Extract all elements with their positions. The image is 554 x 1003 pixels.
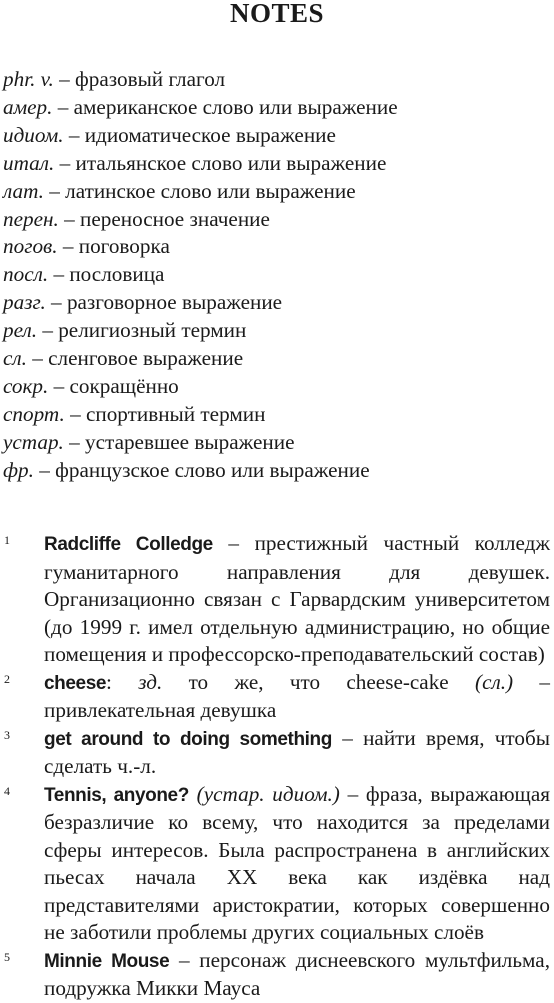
- abbreviation-item: итал. – итальянское слово или выражение: [3, 150, 387, 175]
- abbreviation-term: идиом.: [3, 122, 64, 147]
- abbreviation-meaning: разговорное выражение: [66, 290, 283, 315]
- abbreviation-term: амер.: [3, 94, 53, 119]
- abbreviation-term: phr. v.: [3, 67, 54, 91]
- abbreviation-item: посл. – пословица: [3, 262, 165, 287]
- footnote-number: 4: [4, 783, 10, 798]
- footnote-number: 5: [4, 949, 10, 964]
- footnote-text: – престижный частный колледж гуманитарного направления для девушек. Организационно связан с Гарвардским университетом (до 1999 г. имел отдельную администрацию, но общие помещения и профессорско-преподавательский состав): [44, 531, 550, 666]
- abbreviation-meaning: французское слово или выражение: [55, 457, 370, 482]
- footnote: [0, 781, 554, 947]
- abbreviation-item: сокр. – сокращённо: [3, 373, 179, 398]
- abbreviation-meaning: американское слово или выражение: [73, 94, 398, 119]
- abbreviation-term: сл.: [3, 346, 27, 371]
- abbreviation-meaning: устаревшее выражение: [85, 429, 295, 454]
- footnote-italic: зд.: [138, 669, 163, 694]
- abbreviation-meaning: пословица: [69, 262, 165, 287]
- abbreviation-meaning: переносное значение: [80, 206, 270, 231]
- footnote-text: то же, что cheese-cake: [162, 669, 476, 694]
- abbreviation-meaning: латинское слово или выражение: [65, 178, 356, 203]
- abbreviation-meaning: фразовый глагол: [75, 67, 226, 91]
- footnote-number: 2: [4, 671, 10, 686]
- abbreviation-item: амер. – американское слово или выражение: [3, 94, 398, 119]
- abbreviation-item: погов. – поговорка: [3, 234, 170, 259]
- footnote: [0, 669, 554, 725]
- footnote-number: 1: [4, 533, 10, 547]
- abbreviation-item: идиом. – идиоматическое выражение: [3, 122, 336, 147]
- abbreviation-meaning: идиоматическое выражение: [84, 122, 336, 147]
- footnote-text: – персонаж диснеевского мультфильма, подружка Микки Мауса: [44, 947, 550, 1000]
- abbreviation-meaning: сленговое выражение: [48, 346, 244, 371]
- footnote-text: – фраза, выражающая безразличие ко всему, что находится за пределами сферы интересов. Была распространена в английских пьесах начала XX века как издёвка над представителями аристократии, которых совершенно не заботили проблемы других социальных слоёв: [44, 781, 551, 944]
- footnote: [0, 530, 554, 669]
- abbreviation-term: погов.: [3, 234, 58, 259]
- footnote-italic: (сл.): [475, 669, 514, 694]
- abbreviation-term: посл.: [3, 262, 49, 287]
- footnote-term: Minnie Mouse: [44, 950, 170, 972]
- footnote-text: :: [106, 669, 139, 694]
- footnote-text: – найти время, чтобы сделать ч.-л.: [44, 725, 550, 778]
- footnote-term: Tennis, anyone?: [44, 784, 189, 806]
- abbreviation-meaning: религиозный термин: [58, 318, 247, 343]
- abbreviation-term: устар.: [3, 429, 64, 454]
- abbreviation-term: рел.: [3, 318, 38, 343]
- abbreviation-item: сл. – сленговое выражение: [3, 346, 244, 371]
- abbreviation-meaning: поговорка: [78, 234, 170, 259]
- footnote-list: [0, 530, 554, 1003]
- abbreviation-item: фр. – французское слово или выражение: [3, 457, 370, 482]
- footnote: [0, 725, 554, 781]
- abbreviation-meaning: спортивный термин: [85, 401, 266, 426]
- abbreviation-item: разг. – разговорное выражение: [3, 290, 283, 315]
- abbreviation-term: фр.: [3, 457, 34, 482]
- abbreviation-item: перен. – переносное значение: [3, 206, 270, 231]
- page-title: NOTES: [229, 0, 325, 28]
- footnote-text: – привлекательная девушка: [44, 669, 551, 722]
- footnote-text: [189, 782, 197, 806]
- abbreviation-item: рел. – религиозный термин: [3, 318, 247, 343]
- footnote-term: get around to doing something: [44, 728, 332, 750]
- abbreviation-item: спорт. – спортивный термин: [3, 401, 266, 426]
- footnote-number: 3: [4, 727, 10, 742]
- abbreviation-item: лат. – латинское слово или выражение: [3, 178, 356, 203]
- abbreviation-meaning: сокращённо: [69, 373, 179, 398]
- footnote-term: cheese: [44, 672, 107, 694]
- abbreviation-item: устар. – устаревшее выражение: [3, 429, 295, 454]
- footnote-term: Radcliffe Colledge: [44, 534, 213, 555]
- abbreviation-term: итал.: [3, 150, 55, 175]
- abbreviation-term: лат.: [3, 178, 44, 203]
- abbreviation-meaning: итальянское слово или выражение: [75, 150, 387, 175]
- abbreviation-term: разг.: [3, 290, 46, 315]
- abbreviation-term: спорт.: [3, 401, 65, 426]
- footnote: [0, 947, 554, 1003]
- footnote-italic: (устар. идиом.): [196, 781, 340, 806]
- abbreviation-list: [3, 66, 548, 485]
- abbreviation-term: сокр.: [3, 373, 49, 398]
- abbreviation-item: phr. v. – фразовый глагол: [3, 67, 226, 91]
- abbreviation-term: перен.: [3, 206, 59, 231]
